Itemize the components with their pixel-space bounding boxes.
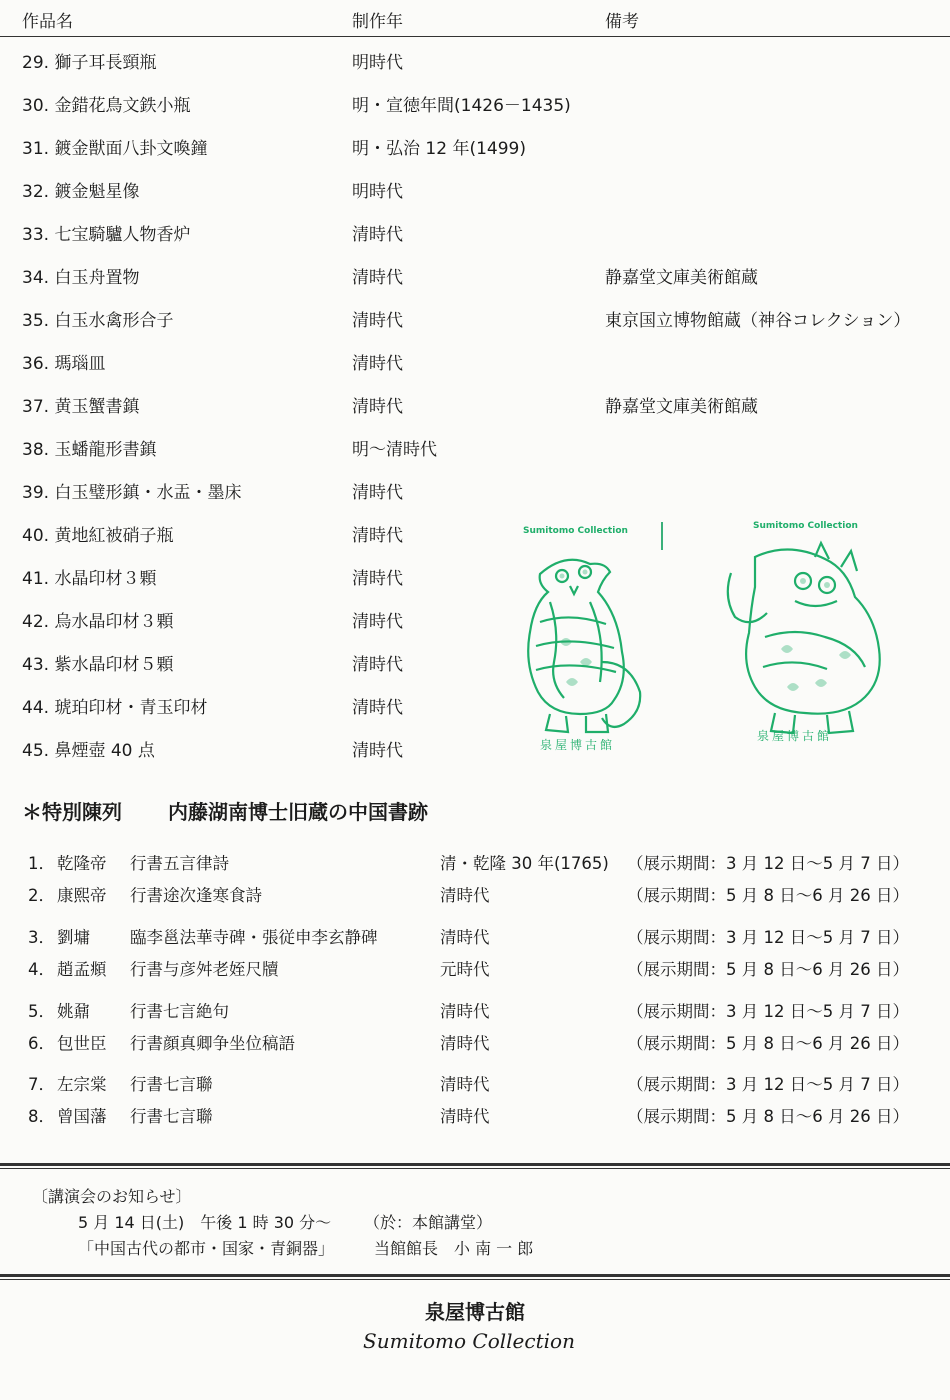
divider	[0, 1163, 950, 1166]
table-row: 42. 烏水晶印材３顆 清時代	[22, 612, 403, 632]
museum-name-en: Sumitomo Collection	[363, 1329, 575, 1353]
museum-name-jp: 泉屋博古館	[425, 1300, 525, 1324]
table-header	[0, 0, 950, 37]
divider	[0, 1279, 950, 1280]
stamp-divider	[661, 522, 663, 550]
divider	[0, 1274, 950, 1277]
lecture-speaker: 当館館長 小 南 一 郎	[374, 1239, 534, 1258]
stamp-caption: Sumitomo Collection	[753, 521, 858, 531]
lecture-title: 「中国古代の都市・国家・青銅器」	[78, 1239, 335, 1258]
table-row: 39. 白玉璧形鎮・水盂・墨床 清時代	[22, 483, 403, 503]
stamp-seal-text: 泉屋博古館	[757, 729, 833, 743]
table-row: 38. 玉蟠龍形書鎮 明～清時代	[22, 440, 437, 460]
special-item: 8． 曾国藩 行書七言聯 清時代 （展示期間：5 月 8 日～6 月 26 日）	[28, 1107, 909, 1126]
table-row: 33. 七宝騎驢人物香炉 清時代	[22, 225, 403, 245]
special-item: 6． 包世臣 行書顔真卿争坐位稿語 清時代 （展示期間：5 月 8 日～6 月 26 日）	[28, 1034, 909, 1053]
table-row: 29. 獅子耳長頸瓶 明時代	[22, 53, 403, 73]
header-note: 備考	[605, 12, 639, 32]
table-row: 37. 黄玉蟹書鎮 清時代 静嘉堂文庫美術館蔵	[22, 397, 758, 417]
stamp-seal-text: 泉屋博古館	[540, 738, 616, 752]
special-item: 7． 左宗棠 行書七言聯 清時代 （展示期間：3 月 12 日～5 月 7 日）	[28, 1075, 909, 1094]
header-name: 作品名	[22, 12, 73, 32]
special-item: 3． 劉墉 臨李邕法華寺碑・張従申李玄静碑 清時代 （展示期間：3 月 12 日～5 月 7 日）	[28, 928, 909, 947]
table-row: 35. 白玉水禽形合子 清時代 東京国立博物館蔵（神谷コレクション）	[22, 311, 911, 331]
table-row: 32. 鍍金魁星像 明時代	[22, 182, 403, 202]
table-row: 43. 紫水晶印材５顆 清時代	[22, 655, 403, 675]
special-item: 1． 乾隆帝 行書五言律詩 清・乾隆 30 年(1765) （展示期間：3 月 12 日～5 月 7 日）	[28, 854, 909, 873]
tiger-stamp	[715, 515, 895, 755]
lecture-venue: （於：本館講堂）	[364, 1213, 493, 1232]
table-row: 30. 金錯花鳥文鉄小瓶 明・宣徳年間(1426－1435)	[22, 96, 571, 116]
tiger-vessel-icon	[715, 537, 895, 737]
special-item: 4． 趙孟頫 行書与彦舛老姪尺牘 元時代 （展示期間：5 月 8 日～6 月 26 日）	[28, 960, 909, 979]
header-year: 制作年	[352, 12, 403, 32]
table-row: 34. 白玉舟置物 清時代 静嘉堂文庫美術館蔵	[22, 268, 758, 288]
stamp-caption: Sumitomo Collection	[523, 526, 628, 536]
special-item: 2． 康熙帝 行書途次逢寒食詩 清時代 （展示期間：5 月 8 日～6 月 26 日）	[28, 886, 909, 905]
table-row: 44. 琥珀印材・青玉印材 清時代	[22, 698, 403, 718]
divider	[0, 1168, 950, 1169]
special-item: 5． 姚鼐 行書七言絶句 清時代 （展示期間：3 月 12 日～5 月 7 日）	[28, 1002, 909, 1021]
lecture-datetime: 5 月 14 日(土) 午後 1 時 30 分～	[78, 1213, 332, 1232]
table-row: 45. 鼻煙壺 40 点 清時代	[22, 741, 403, 761]
table-row: 40. 黄地紅被硝子瓶 清時代	[22, 526, 403, 546]
special-exhibition-title: ＊特別陳列 内藤湖南博士旧蔵の中国書跡	[22, 800, 428, 824]
lecture-heading: 〔講演会のお知らせ〕	[32, 1187, 192, 1206]
table-row: 36. 瑪瑙皿 清時代	[22, 354, 403, 374]
owl-vessel-icon	[510, 542, 660, 757]
table-row: 41. 水晶印材３顆 清時代	[22, 569, 403, 589]
owl-stamp	[510, 520, 660, 760]
table-row: 31. 鍍金獣面八卦文喚鐘 明・弘治 12 年(1499)	[22, 139, 526, 159]
